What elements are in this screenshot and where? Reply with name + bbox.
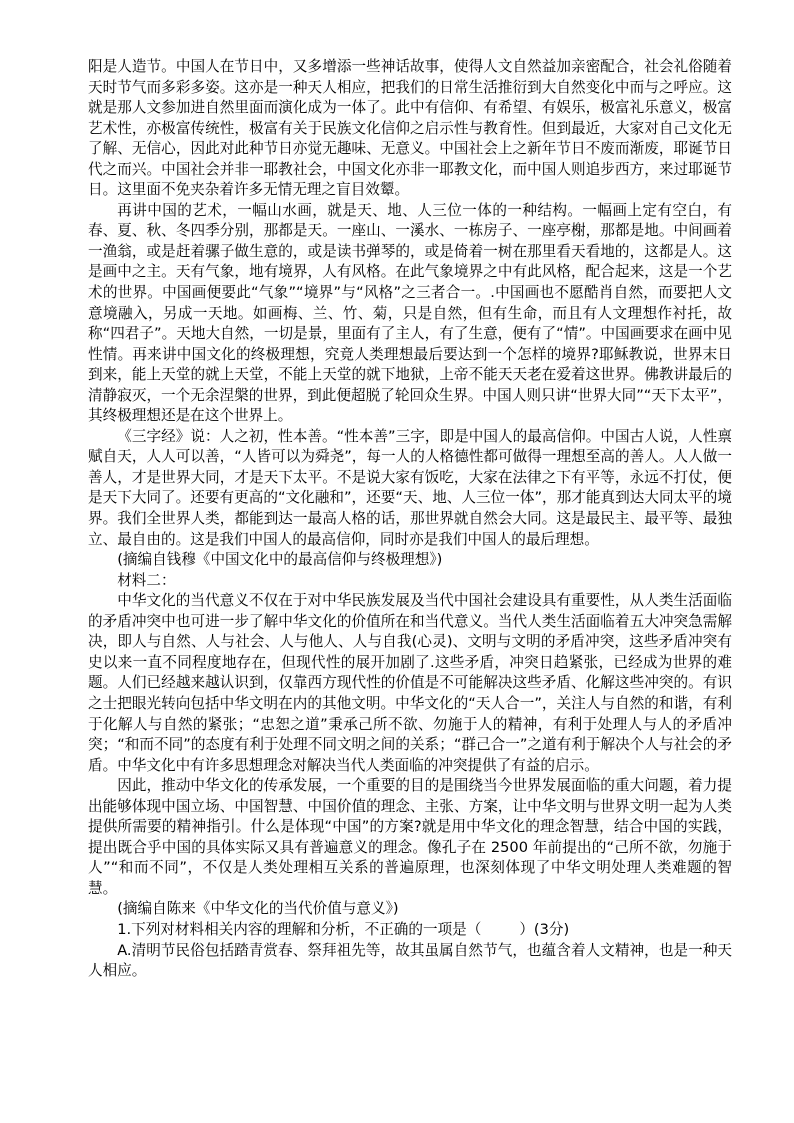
document-page	[88, 57, 732, 982]
question-stem-before: 1.下列对材料相关内容的理解和分析，不正确的一项是（	[117, 920, 482, 938]
material-two-heading: 材料二：	[117, 571, 176, 589]
question-1-stem	[88, 920, 732, 941]
paragraph-festival: 阳是人造节。中国人在节日中，又多增添一些神话故事，使得人文自然益加亲密配合，社会礼俗随着天时节气而多彩多姿。这亦是一种天人相应，把我们的日常生活推衍到大自然变化中而与之呼应。这就是那人文参加进自然里面而演化成为一体了。此中有信仰、有希望、有娱乐，极富礼乐意义，极富艺术性，亦极富传统性，极富有关于民族文化信仰之启示性与教育性。但到最近，大家对自己文化无了解、无信心，因此对此种节日亦觉无趣味、无意义。中国社会上之新年节日不废而渐废，耶诞节日代之而兴。中国社会并非一耶教社会，中国文化亦非一耶教文化，而中国人则追步西方，来过耶诞节日。这里面不免夹杂着许多无情无理之盲目效颦。	[88, 58, 732, 199]
paragraph-sanzijing: 《三字经》说：人之初，性本善。“性本善”三字，即是中国人的最高信仰。中国古人说，人性禀赋自天，人人可以善，“人皆可以为舜尧”，每一人的人格德性都可做得一理想至高的善人。人人做一善人，才是世界大同，才是天下太平。不是说大家有饭吃，大家在法律之下有平等，永远不打仗，便是天下大同了。还要有更高的“文化融和”，还要“天、地、人三位一体”，那才能真到达大同太平的境界。我们全世界人类，都能到达一最高人格的话，那世界就自然会大同。这是最民主、最平等、最独立、最自由的。这是我们中国人的最高信仰，同时亦是我们中国人的最后理想。	[88, 427, 732, 548]
paragraph-contemporary-meaning: 中华文化的当代意义不仅在于对中华民族发展及当代中国社会建设具有重要性，从人类生活面临的矛盾冲突中也可进一步了解中华文化的价值所在和当代意义。当代人类生活面临着五大冲突急需解决，即人与自然、人与社会、人与他人、人与自我(心灵)、文明与文明的矛盾冲突，这些矛盾冲突有史以来一直不同程度地存在，但现代性的展开加剧了.这些矛盾，冲突日趋紧张，已经成为世界的难题。人们已经越来越认识到，仅靠西方现代性的价值是不可能解决这些矛盾、化解这些冲突的。有识之士把眼光转向包括中华文明在内的其他文明。中华文化的“天人合一”，关注人与自然的和谐，有利于化解人与自然的紧张；“忠恕之道”秉承己所不欲、勿施于人的精神，有利于处理人与人的矛盾冲突；“和而不同”的态度有利于处理不同文明之间的关系；“群己合一”之道有利于解决个人与社会的矛盾。中华文化中有许多思想理念对解决当代人类面临的冲突提供了有益的启示。	[88, 592, 732, 774]
question-1-option-a: A.清明节民俗包括踏青赏春、祭拜祖先等，故其虽属自然节气，也蕴含着人文精神，也是一种天人相应。	[88, 941, 732, 980]
source-note-qianmu: (摘编自钱穆《中国文化中的最高信仰与终极理想》)	[117, 551, 443, 569]
paragraph-art: 再讲中国的艺术，一幅山水画，就是天、地、人三位一体的一种结构。一幅画上定有空白，有春、夏、秋、冬四季分别，那都是天。一座山、一溪水、一栋房子、一座亭榭，那都是地。中间画着一渔翁，或是赶着骡子做生意的，或是读书弹琴的，或是倚着一树在那里看天看地的，这都是人。这是画中之主。天有气象，地有境界，人有风格。在此气象境界之中有此风格，配合起来，这是一个艺术的世界。中国画便要此“气象”“境界”与“风格”之三者合一。.中国画也不愿酷肖自然，而要把人文意境融入，另成一天地。如画梅、兰、竹、菊，只是自然，但有生命，而且有人文理想作衬托，故称“四君子”。天地大自然，一切是景，里面有了主人，有了生意，便有了“情”。中国画要求在画中见性情。再来讲中国文化的终极理想，究竟人类理想最后要达到一个怎样的境界?耶稣教说，世界末日到来，能上天堂的就上天堂，不能上天堂的就下地狱，上帝不能天天老在爱着这世界。佛教讲最后的清静寂灭，一个无余涅槃的世界，到此便超脱了轮回众生界。中国人则只讲“世界大同”“天下太平”，其终极理想还是在这个世界上。	[88, 201, 732, 425]
paragraph-chinese-solution: 因此，推动中华文化的传承发展，一个重要的目的是围绕当今世界发展面临的重大问题，着力提出能够体现中国立场、中国智慧、中国价值的理念、主张、方案，让中华文明与世界文明一起为人类提供所需要的精神指引。什么是体现“中国”的方案?就是用中华文化的理念智慧，结合中国的实践，提出既合乎中国的具体实际又具有普遍意义的理念。像孔子在 2500 年前提出的“己所不欲，勿施于人”“和而不同”，不仅是人类处理相互关系的普遍原理，也深刻体现了中华文明处理人类难题的智慧。	[88, 777, 732, 897]
question-stem-after: ）(3分)	[519, 920, 570, 938]
source-note-chenlai: (摘编自陈来《中华文化的当代价值与意义》)	[117, 900, 399, 918]
